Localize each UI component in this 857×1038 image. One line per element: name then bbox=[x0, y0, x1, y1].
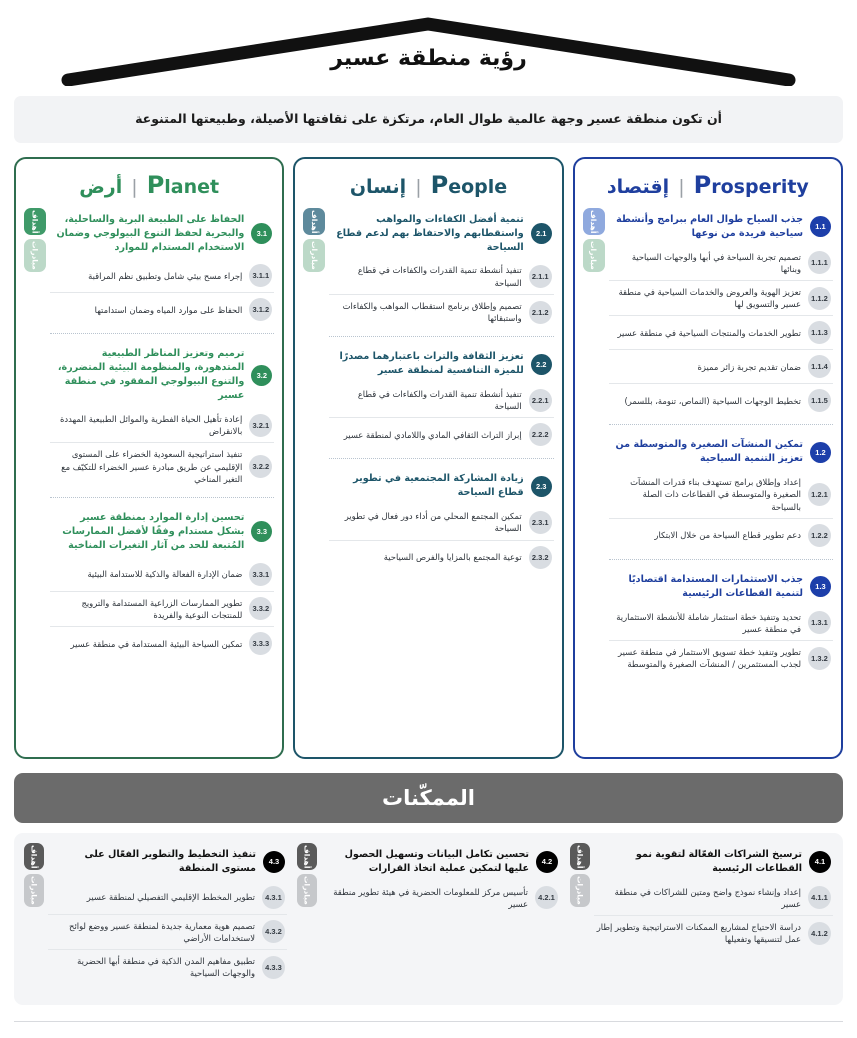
pillar-title-arabic: إقتصاد bbox=[606, 175, 670, 198]
initiative-row[interactable] bbox=[594, 881, 833, 915]
initiative-row[interactable] bbox=[609, 471, 833, 518]
pillar-title-separator: | bbox=[409, 175, 428, 198]
initiative-number-badge: 2.3.1 bbox=[529, 511, 552, 534]
initiative-text: توعية المجتمع بالمزايا والفرص السياحية bbox=[383, 552, 522, 562]
initiative-row[interactable] bbox=[594, 915, 833, 950]
side-rail-column bbox=[24, 843, 44, 993]
objective-row[interactable] bbox=[321, 843, 560, 881]
side-rail-column bbox=[297, 843, 317, 993]
page-title: رؤية منطقة عسير bbox=[330, 46, 527, 71]
objective-text: ترسيخ الشراكات الفعّالة لتقوية نمو القطاعات الرئيسية bbox=[635, 848, 802, 874]
objective-group bbox=[329, 458, 553, 573]
objective-row[interactable] bbox=[50, 208, 274, 260]
objective-number-badge: 1.1 bbox=[810, 216, 831, 237]
pillar-title-separator: | bbox=[125, 175, 144, 198]
initiative-text: تمكين السياحة البيئية المستدامة في منطقة عسير bbox=[70, 638, 243, 649]
initiative-number-badge: 3.3.2 bbox=[249, 597, 272, 620]
page-header bbox=[0, 0, 857, 92]
pillar-title-separator: | bbox=[672, 175, 691, 198]
pillar-title-english: lanet bbox=[164, 175, 220, 198]
enabler-column-4.3 bbox=[24, 843, 287, 993]
objective-number-badge: 4.2 bbox=[536, 851, 558, 873]
pillar-title-initial: P bbox=[693, 170, 712, 199]
objective-row[interactable] bbox=[329, 208, 553, 260]
rail-tab-initiatives[interactable]: مبادرات bbox=[24, 874, 44, 907]
initiative-row[interactable] bbox=[609, 518, 833, 552]
initiative-text: تعزيز الهوية والعروض والخدمات السياحية في منطقة عسير والتسويق لها bbox=[618, 286, 801, 310]
objective-group bbox=[50, 333, 274, 490]
initiative-number-badge: 3.3.3 bbox=[249, 632, 272, 655]
initiative-number-badge: 2.2.2 bbox=[529, 423, 552, 446]
initiative-number-badge: 2.1.2 bbox=[529, 301, 552, 324]
initiative-text: إبراز التراث الثقافي المادي واللامادي لمنطقة عسير bbox=[343, 429, 522, 440]
initiative-text: ضمان تقديم تجربة زائر مميزة bbox=[697, 361, 801, 372]
initiative-number-badge: 2.3.2 bbox=[529, 546, 552, 569]
initiative-number-badge: 1.2.2 bbox=[808, 524, 831, 547]
pillar-body bbox=[583, 208, 833, 742]
initiative-text: تطوير الخدمات والمنتجات السياحية في منطقة عسير bbox=[617, 327, 801, 338]
objective-text: تنفيذ التخطيط والتطوير الفعّال على مستوى المنطقة bbox=[84, 848, 256, 874]
initiative-text: دعم تطوير قطاع السياحة من خلال الابتكار bbox=[654, 530, 801, 541]
initiative-text: تنفيذ أنشطة تنمية القدرات والكفاءات في قطاع السياحة bbox=[357, 265, 522, 288]
initiative-row[interactable] bbox=[329, 417, 553, 451]
rail-tab-initiatives[interactable]: مبادرات bbox=[570, 874, 590, 907]
side-rail-column bbox=[570, 843, 590, 993]
initiative-text: إعادة تأهيل الحياة الفطرية والموائل الطبيعية المهددة بالانقراض bbox=[59, 414, 243, 437]
initiative-number-badge: 1.1.4 bbox=[808, 355, 831, 378]
pillar-card-planet bbox=[14, 157, 284, 759]
initiative-text: إعداد وإطلاق برامج تستهدف بناء قدرات المنشآت الصغيرة والمتوسطة في القطاعات ذات الصلة بالسياحة bbox=[630, 477, 801, 512]
initiative-text: إعداد وإنشاء نموذج واضح ومتين للشراكات في منطقة عسير bbox=[614, 886, 801, 909]
objective-number-badge: 3.1 bbox=[251, 223, 272, 244]
initiative-row[interactable] bbox=[48, 914, 287, 949]
initiative-text: تمكين المجتمع المحلي من أداء دور فعال في تطوير السياحة bbox=[344, 511, 522, 534]
rail-tab-initiatives[interactable]: مبادرات bbox=[303, 239, 325, 272]
enabler-content bbox=[594, 843, 833, 993]
objective-group bbox=[609, 424, 833, 551]
objective-row[interactable] bbox=[48, 843, 287, 881]
pillar-title-english: rosperity bbox=[711, 175, 809, 198]
objective-number-badge: 1.3 bbox=[810, 576, 831, 597]
enabler-content bbox=[48, 843, 287, 993]
initiative-number-badge: 1.2.1 bbox=[808, 483, 831, 506]
objective-row[interactable] bbox=[50, 342, 274, 408]
initiative-text: الحفاظ على موارد المياه وضمان استدامتها bbox=[94, 304, 243, 315]
initiative-text: تأسيس مركز للمعلومات الحضرية في هيئة تطوير منطقة عسير bbox=[333, 886, 528, 909]
initiative-number-badge: 1.1.2 bbox=[808, 287, 831, 310]
initiative-text: دراسة الاحتياج لمشاريع الممكنات الاستراتيجية وتطوير إطار عمل لتنسيقها وتفعيلها bbox=[596, 921, 801, 945]
initiative-row[interactable] bbox=[50, 442, 274, 490]
pillar-title-initial: P bbox=[430, 170, 449, 199]
initiative-row[interactable] bbox=[609, 280, 833, 315]
pillar-content bbox=[329, 208, 553, 742]
side-rail-column bbox=[24, 208, 46, 742]
initiative-number-badge: 4.3.2 bbox=[262, 920, 285, 943]
initiative-row[interactable] bbox=[48, 949, 287, 984]
rail-tab-objectives[interactable]: أهداف bbox=[570, 843, 590, 870]
initiative-row[interactable] bbox=[609, 349, 833, 383]
pillar-body bbox=[24, 208, 274, 742]
initiative-row[interactable] bbox=[329, 383, 553, 417]
objective-row[interactable] bbox=[609, 568, 833, 606]
initiative-row[interactable] bbox=[50, 591, 274, 626]
side-rail-column bbox=[583, 208, 605, 742]
objective-number-badge: 2.2 bbox=[531, 354, 552, 375]
initiative-text: تنفيذ أنشطة تنمية القدرات والكفاءات في قطاع السياحة bbox=[357, 389, 522, 412]
initiative-row[interactable] bbox=[609, 640, 833, 675]
pillar-title-arabic: إنسان bbox=[349, 175, 407, 198]
initiative-row[interactable] bbox=[50, 292, 274, 326]
enablers-banner: الممكّنات bbox=[14, 773, 843, 823]
objective-text: تمكين المنشآت الصغيرة والمتوسطة من تعزيز التنمية السياحية bbox=[615, 439, 803, 465]
initiative-row[interactable] bbox=[609, 246, 833, 280]
enabler-content bbox=[321, 843, 560, 993]
initiative-number-badge: 1.1.3 bbox=[808, 321, 831, 344]
objective-row[interactable] bbox=[50, 506, 274, 558]
enabler-column-4.2 bbox=[297, 843, 560, 993]
objective-text: تحسين إدارة الموارد بمنطقة عسير بشكل مستدام وفقًا لأفضل الممارسات المُتبعة للحد من آثار التغيرات المناخية bbox=[62, 512, 245, 551]
rail-tab-initiatives[interactable]: مبادرات bbox=[583, 239, 605, 272]
pillars-container bbox=[14, 157, 843, 759]
initiative-text: تصميم هوية معمارية جديدة لمنطقة عسير ووضع لوائح لاستخدامات الأراضي bbox=[69, 920, 255, 943]
objective-number-badge: 2.1 bbox=[531, 223, 552, 244]
rail-tab-objectives[interactable]: أهداف bbox=[24, 843, 44, 870]
objective-group bbox=[329, 208, 553, 329]
objective-text: الحفاظ على الطبيعة البرية والساحلية، والبحرية لحفظ التنوع البيولوجي وضمان الاستخدام المستدام للموارد bbox=[56, 213, 245, 253]
pillar-title-people bbox=[303, 171, 553, 199]
objective-row[interactable] bbox=[329, 467, 553, 505]
initiative-number-badge: 1.3.2 bbox=[808, 647, 831, 670]
pillar-content bbox=[50, 208, 274, 742]
initiative-number-badge: 3.3.1 bbox=[249, 563, 272, 586]
objective-group bbox=[609, 208, 833, 418]
initiative-number-badge: 4.2.1 bbox=[535, 886, 558, 909]
pillar-title-prosperity bbox=[583, 171, 833, 199]
pillar-title-arabic: أرض bbox=[79, 175, 123, 198]
initiative-row[interactable] bbox=[329, 505, 553, 539]
initiative-text: تخطيط الوجهات السياحية (النماص، تنومة، بللسمر) bbox=[624, 395, 801, 406]
rail-tab-objectives[interactable]: أهداف bbox=[583, 208, 605, 235]
initiative-text: تصميم تجربة السياحة في أبها والوجهات السياحية وبنائها bbox=[631, 251, 801, 274]
enablers-container bbox=[14, 833, 843, 1005]
initiative-number-badge: 1.1.1 bbox=[808, 251, 831, 274]
vision-statement-banner: أن تكون منطقة عسير وجهة عالمية طوال العام، مرتكزة على ثقافتها الأصيلة، وطبيعتها المتنوعة bbox=[14, 96, 843, 143]
enabler-column-4.1 bbox=[570, 843, 833, 993]
objective-number-badge: 2.3 bbox=[531, 476, 552, 497]
initiative-number-badge: 1.3.1 bbox=[808, 611, 831, 634]
initiative-text: ضمان الإدارة الفعالة والذكية للاستدامة البيئية bbox=[87, 569, 243, 580]
initiative-text: تطبيق مفاهيم المدن الذكية في منطقة أبها الحضرية والوجهات السياحية bbox=[77, 955, 255, 979]
initiative-row[interactable] bbox=[50, 259, 274, 292]
initiative-number-badge: 4.1.2 bbox=[808, 922, 831, 945]
objective-row[interactable] bbox=[594, 843, 833, 881]
initiative-text: إجراء مسح بيئي شامل وتطبيق نظم المراقبة bbox=[88, 270, 243, 281]
rail-tab-objectives[interactable]: أهداف bbox=[297, 843, 317, 870]
objective-row[interactable] bbox=[609, 208, 833, 246]
initiative-number-badge: 4.3.1 bbox=[262, 886, 285, 909]
initiative-number-badge: 2.1.1 bbox=[529, 265, 552, 288]
initiative-number-badge: 3.1.1 bbox=[249, 264, 272, 287]
initiative-number-badge: 2.2.1 bbox=[529, 389, 552, 412]
pillar-title-initial: P bbox=[146, 170, 165, 199]
initiative-number-badge: 4.1.1 bbox=[808, 886, 831, 909]
initiative-row[interactable] bbox=[50, 408, 274, 442]
initiative-row[interactable] bbox=[48, 881, 287, 914]
initiative-row[interactable] bbox=[329, 294, 553, 329]
footer-divider bbox=[14, 1021, 843, 1022]
objective-number-badge: 1.2 bbox=[810, 442, 831, 463]
rail-tab-objectives[interactable]: أهداف bbox=[24, 208, 46, 235]
initiative-row[interactable] bbox=[50, 626, 274, 660]
initiative-row[interactable] bbox=[329, 540, 553, 574]
initiative-number-badge: 3.2.1 bbox=[249, 414, 272, 437]
rail-tab-objectives[interactable]: أهداف bbox=[303, 208, 325, 235]
rail-tab-initiatives[interactable]: مبادرات bbox=[297, 874, 317, 907]
objective-number-badge: 3.3 bbox=[251, 521, 272, 542]
objective-number-badge: 4.3 bbox=[263, 851, 285, 873]
objective-group bbox=[50, 497, 274, 660]
initiative-row[interactable] bbox=[609, 606, 833, 640]
pillar-title-english: eople bbox=[448, 175, 508, 198]
initiative-text: تطوير المخطط الإقليمي التفصيلي لمنطقة عسير bbox=[86, 891, 255, 902]
objective-text: تعزيز الثقافة والتراث باعتبارهما مصدرًا للميزة التنافسية لمنطقة عسير bbox=[339, 351, 524, 377]
initiative-row[interactable] bbox=[609, 383, 833, 417]
objective-text: زيادة المشاركة المجتمعية في تطوير قطاع السياحة bbox=[353, 473, 524, 499]
side-rail-column bbox=[303, 208, 325, 742]
objective-group bbox=[609, 559, 833, 676]
initiative-text: تنفيذ استراتيجية السعودية الخضراء على المستوى الإقليمي عن طريق مبادرة عسير الخضراء للتكيّف مع التغير المناخي bbox=[61, 449, 243, 484]
objective-text: جذب السياح طوال العام ببرامج وأنشطة سياحية فريدة من نوعها bbox=[616, 213, 803, 239]
objective-group bbox=[329, 336, 553, 451]
pillar-title-planet bbox=[24, 171, 274, 199]
objective-row[interactable] bbox=[609, 433, 833, 471]
pillar-card-prosperity bbox=[573, 157, 843, 759]
objective-text: تنمية أفضل الكفاءات والمواهب واستقطابهم والاحتفاظ بهم لدعم قطاع السياحة bbox=[336, 213, 524, 253]
initiative-number-badge: 3.2.2 bbox=[249, 455, 272, 478]
pillar-body bbox=[303, 208, 553, 742]
rail-tab-initiatives[interactable]: مبادرات bbox=[24, 239, 46, 272]
initiative-number-badge: 3.1.2 bbox=[249, 298, 272, 321]
initiative-text: تحديد وتنفيذ خطة استثمار شاملة للأنشطة الاستثمارية في منطقة عسير bbox=[616, 611, 801, 634]
pillar-content bbox=[609, 208, 833, 742]
initiative-number-badge: 1.1.5 bbox=[808, 389, 831, 412]
initiative-text: تطوير وتنفيذ خطة تسويق الاستثمار في منطقة عسير لجذب المستثمرين / المنشآت الصغيرة والمتوسطة bbox=[618, 646, 801, 670]
objective-text: ترميم وتعزيز المناظر الطبيعية المتدهورة، والمنظومة البيئية المتضررة، والتنوع البيولوجي المفقود في منطقة عسير bbox=[57, 348, 245, 402]
initiative-row[interactable] bbox=[321, 881, 560, 915]
initiative-text: تصميم وإطلاق برنامج استقطاب المواهب والكفاءات واستبقائها bbox=[342, 300, 522, 324]
objective-number-badge: 4.1 bbox=[809, 851, 831, 873]
objective-group bbox=[50, 208, 274, 327]
objective-number-badge: 3.2 bbox=[251, 365, 272, 386]
initiative-row[interactable] bbox=[329, 259, 553, 293]
objective-row[interactable] bbox=[329, 345, 553, 383]
initiative-text: تطوير الممارسات الزراعية المستدامة والترويج للمنتجات النوعية والفريدة bbox=[81, 597, 243, 620]
objective-text: تحسين تكامل البيانات وتسهيل الحصول عليها لتمكين عملية اتخاذ القرارات bbox=[344, 848, 529, 874]
initiative-row[interactable] bbox=[50, 558, 274, 591]
initiative-number-badge: 4.3.3 bbox=[262, 956, 285, 979]
pillar-card-people bbox=[293, 157, 563, 759]
objective-text: جذب الاستثمارات المستدامة اقتصاديًا لتنمية القطاعات الرئيسية bbox=[628, 573, 803, 599]
initiative-row[interactable] bbox=[609, 315, 833, 349]
